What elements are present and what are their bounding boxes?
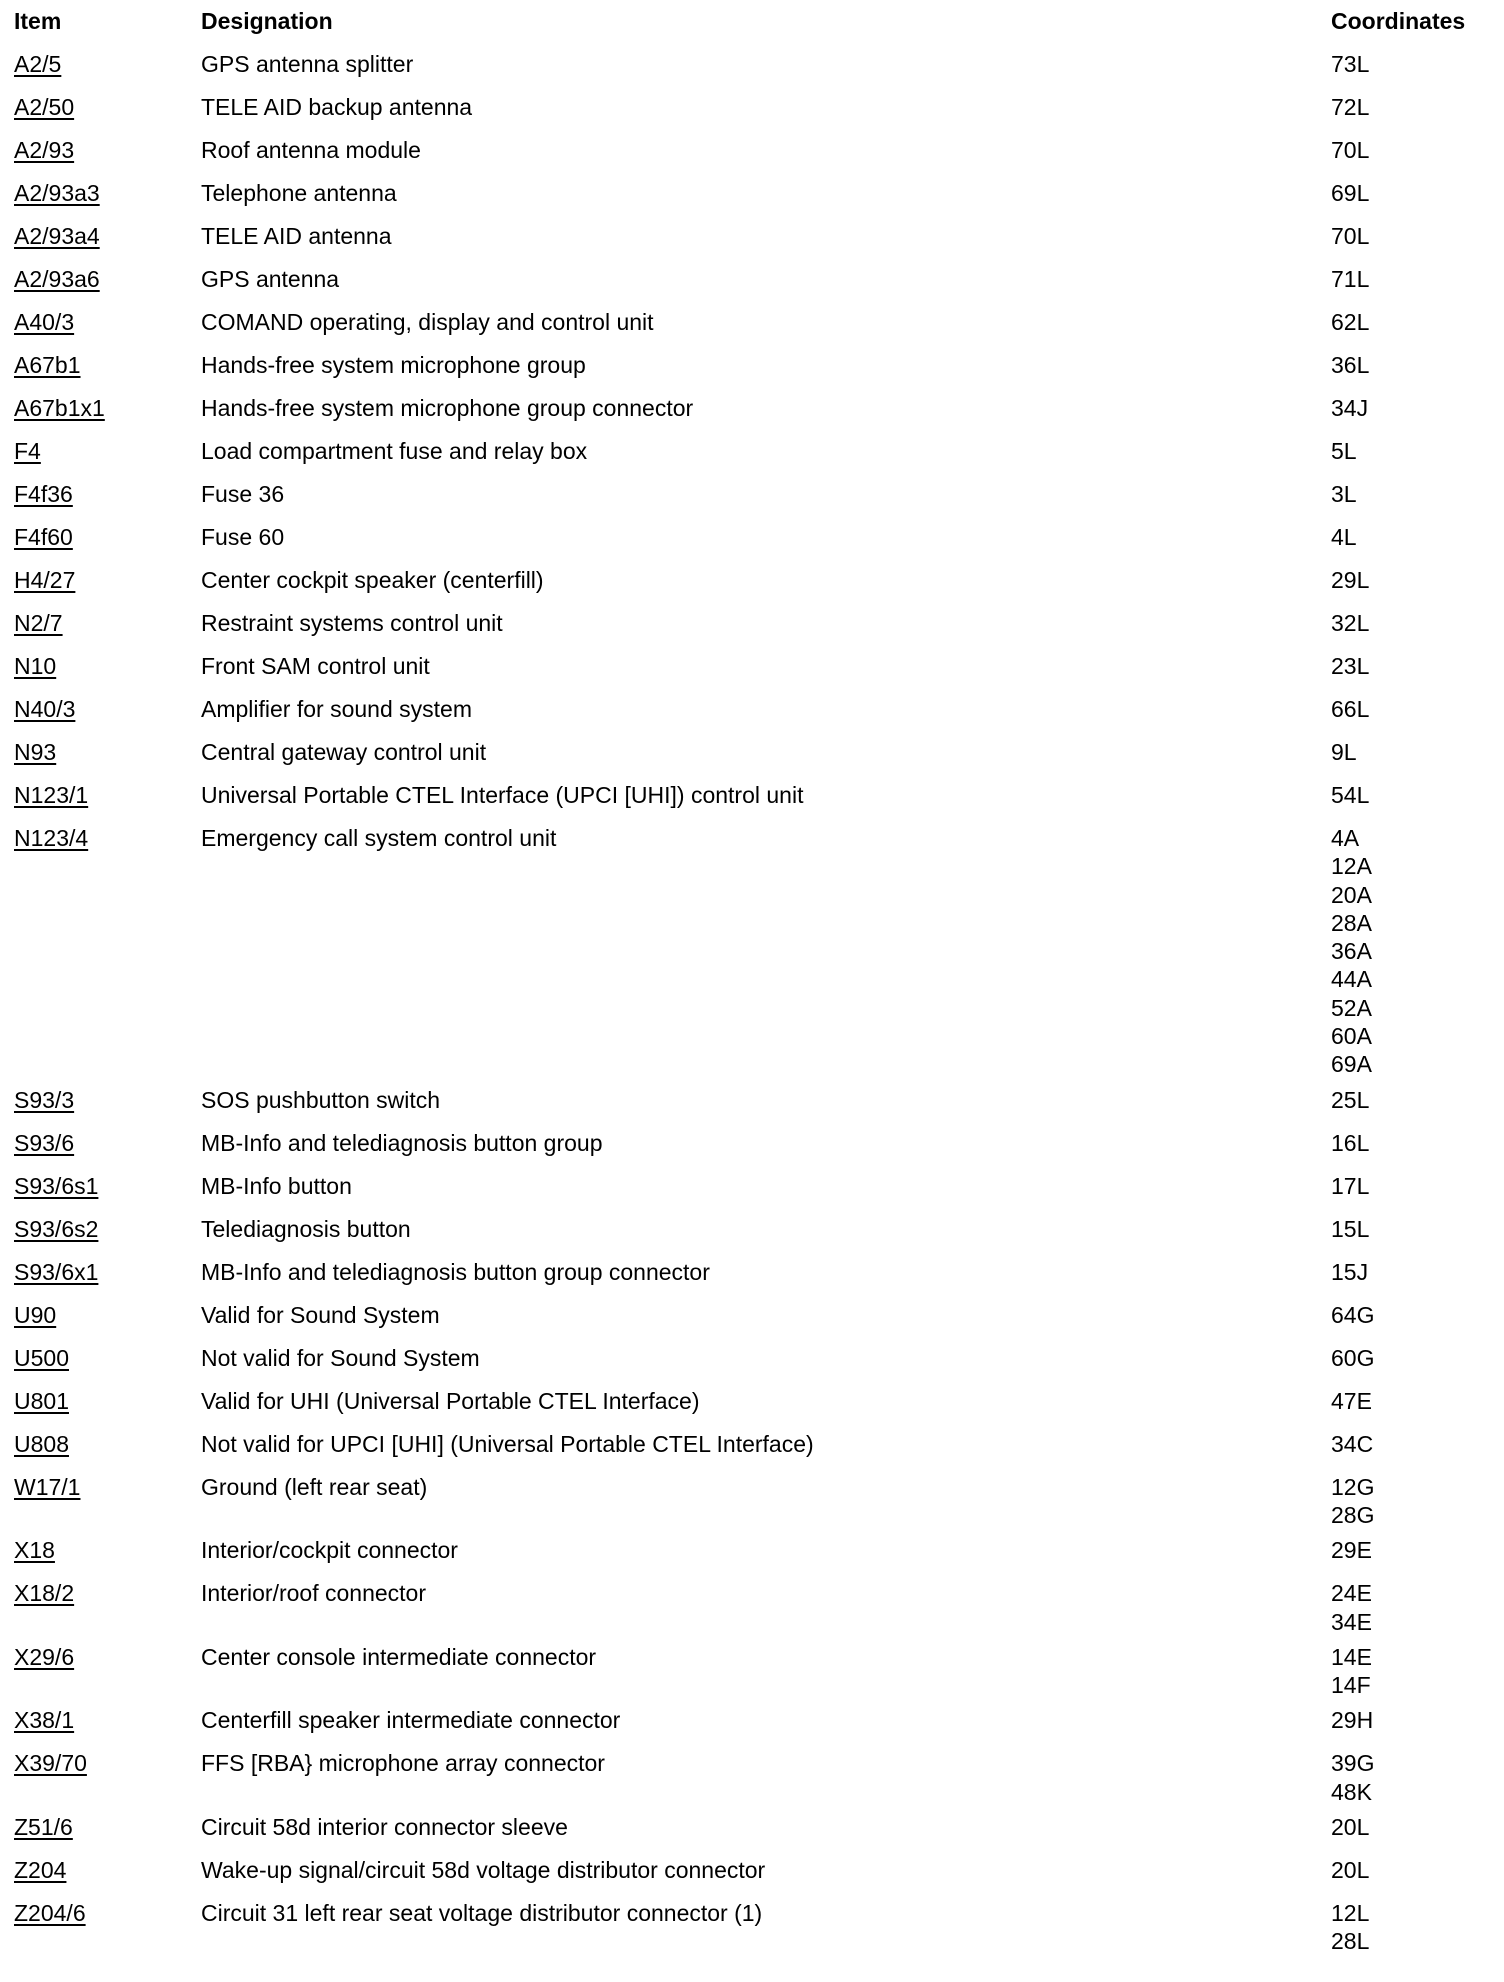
item-cell bbox=[14, 688, 201, 731]
coordinate-value: 28A bbox=[1331, 909, 1372, 936]
coordinate-value: 62L bbox=[1331, 309, 1370, 335]
table-row bbox=[14, 387, 1494, 430]
item-link[interactable]: F4 bbox=[14, 438, 41, 464]
item-cell bbox=[14, 1742, 201, 1806]
coordinates-cell bbox=[1331, 1208, 1494, 1251]
table-row bbox=[14, 516, 1494, 559]
table-row bbox=[14, 86, 1494, 129]
coordinates-cell bbox=[1331, 516, 1494, 559]
table-row bbox=[14, 1742, 1494, 1806]
designation-cell: Center cockpit speaker (centerfill) bbox=[201, 567, 544, 593]
item-cell bbox=[14, 1251, 201, 1294]
coordinates-cell bbox=[1331, 645, 1494, 688]
item-cell bbox=[14, 1572, 201, 1636]
table-body bbox=[14, 43, 1494, 1956]
item-link[interactable]: X18/2 bbox=[14, 1580, 75, 1607]
coordinates-cell bbox=[1331, 1165, 1494, 1208]
item-link[interactable]: N40/3 bbox=[14, 696, 76, 722]
table-row bbox=[14, 1806, 1494, 1849]
item-link[interactable]: F4f36 bbox=[14, 481, 73, 507]
table-row bbox=[14, 344, 1494, 387]
item-link[interactable]: H4/27 bbox=[14, 567, 76, 593]
coordinates-cell bbox=[1331, 1572, 1494, 1636]
table-row bbox=[14, 1892, 1494, 1956]
item-link[interactable]: A2/93a4 bbox=[14, 223, 100, 249]
coordinates-cell bbox=[1331, 1122, 1494, 1165]
coordinate-value: 4L bbox=[1331, 524, 1357, 550]
table-row bbox=[14, 1165, 1494, 1208]
coordinate-value: 64G bbox=[1331, 1301, 1375, 1328]
item-cell bbox=[14, 473, 201, 516]
item-cell bbox=[14, 1529, 201, 1572]
coordinate-value: 25L bbox=[1331, 1086, 1370, 1113]
coordinate-value: 69L bbox=[1331, 180, 1370, 206]
designation-cell: Not valid for UPCI [UHI] (Universal Portable CTEL Interface) bbox=[201, 1430, 814, 1457]
table-row bbox=[14, 1208, 1494, 1251]
coordinate-value: 36A bbox=[1331, 938, 1372, 965]
designation-cell: Load compartment fuse and relay box bbox=[201, 438, 588, 464]
designation-cell: Hands-free system microphone group connector bbox=[201, 395, 694, 421]
item-cell bbox=[14, 215, 201, 258]
table-row bbox=[14, 172, 1494, 215]
table-row bbox=[14, 473, 1494, 516]
item-cell bbox=[14, 301, 201, 344]
table-row bbox=[14, 1294, 1494, 1337]
coordinate-value: 48K bbox=[1331, 1778, 1372, 1805]
coordinate-value: 29L bbox=[1331, 567, 1370, 593]
coordinates-cell bbox=[1331, 344, 1494, 387]
table-row bbox=[14, 817, 1494, 1079]
item-link[interactable]: N2/7 bbox=[14, 610, 63, 636]
table-row bbox=[14, 602, 1494, 645]
designation-cell: Emergency call system control unit bbox=[201, 825, 557, 851]
item-cell bbox=[14, 258, 201, 301]
table-row bbox=[14, 1122, 1494, 1165]
designation-cell: Roof antenna module bbox=[201, 137, 421, 163]
coordinate-value: 70L bbox=[1331, 137, 1370, 163]
designation-cell: Wake-up signal/circuit 58d voltage distributor connector bbox=[201, 1857, 766, 1884]
table-row bbox=[14, 1337, 1494, 1380]
table-row bbox=[14, 1849, 1494, 1892]
coordinate-value: 12L bbox=[1331, 1900, 1370, 1927]
item-link[interactable]: S93/6s1 bbox=[14, 1172, 99, 1199]
coordinate-value: 29E bbox=[1331, 1537, 1372, 1564]
item-link[interactable]: X29/6 bbox=[14, 1643, 75, 1670]
item-link[interactable]: W17/1 bbox=[14, 1473, 81, 1500]
designation-cell: Hands-free system microphone group bbox=[201, 352, 586, 378]
coordinate-value: 24E bbox=[1331, 1580, 1372, 1607]
item-cell bbox=[14, 1165, 201, 1208]
item-link[interactable]: X38/1 bbox=[14, 1707, 75, 1734]
coordinates-cell bbox=[1331, 1337, 1494, 1380]
item-cell bbox=[14, 645, 201, 688]
component-legend-table bbox=[14, 0, 1494, 1956]
item-cell bbox=[14, 1699, 201, 1742]
item-cell bbox=[14, 1294, 201, 1337]
coordinate-value: 34E bbox=[1331, 1608, 1372, 1635]
item-cell bbox=[14, 86, 201, 129]
item-link[interactable]: A2/93a3 bbox=[14, 180, 100, 206]
coordinates-cell bbox=[1331, 1423, 1494, 1466]
item-cell bbox=[14, 430, 201, 473]
item-link[interactable]: U801 bbox=[14, 1387, 69, 1414]
item-cell bbox=[14, 731, 201, 774]
coordinate-value: 9L bbox=[1331, 739, 1357, 765]
designation-cell: MB-Info and telediagnosis button group bbox=[201, 1129, 603, 1156]
item-cell bbox=[14, 774, 201, 817]
item-link[interactable]: U500 bbox=[14, 1344, 69, 1371]
coordinates-cell bbox=[1331, 1251, 1494, 1294]
coordinates-cell bbox=[1331, 43, 1494, 86]
coordinate-value: 70L bbox=[1331, 223, 1370, 249]
coordinate-value: 14F bbox=[1331, 1672, 1371, 1699]
designation-cell: Front SAM control unit bbox=[201, 653, 430, 679]
table-row bbox=[14, 645, 1494, 688]
coordinates-cell bbox=[1331, 1380, 1494, 1423]
designation-cell: Not valid for Sound System bbox=[201, 1344, 480, 1371]
table-row bbox=[14, 1079, 1494, 1122]
coordinate-value: 66L bbox=[1331, 696, 1370, 722]
coordinates-cell bbox=[1331, 1636, 1494, 1700]
table-row bbox=[14, 1466, 1494, 1530]
coordinates-cell bbox=[1331, 215, 1494, 258]
item-cell bbox=[14, 129, 201, 172]
coordinate-value: 23L bbox=[1331, 653, 1370, 679]
coordinate-value: 36L bbox=[1331, 352, 1370, 378]
coordinates-cell bbox=[1331, 1079, 1494, 1122]
item-link[interactable]: Z204 bbox=[14, 1857, 67, 1884]
coordinates-cell bbox=[1331, 1892, 1494, 1956]
item-cell bbox=[14, 559, 201, 602]
header-coordinates: Coordinates bbox=[1331, 8, 1466, 34]
item-link[interactable]: N93 bbox=[14, 739, 57, 765]
table-row bbox=[14, 430, 1494, 473]
coordinate-value: 5L bbox=[1331, 438, 1357, 464]
coordinate-value: 44A bbox=[1331, 966, 1372, 993]
coordinates-cell bbox=[1331, 1742, 1494, 1806]
item-link[interactable]: A2/93a6 bbox=[14, 266, 100, 292]
designation-cell: MB-Info button bbox=[201, 1172, 352, 1199]
coordinates-cell bbox=[1331, 1699, 1494, 1742]
table-row bbox=[14, 731, 1494, 774]
item-link[interactable]: U808 bbox=[14, 1430, 69, 1457]
table-row bbox=[14, 215, 1494, 258]
coordinates-cell bbox=[1331, 430, 1494, 473]
item-cell bbox=[14, 1849, 201, 1892]
item-cell bbox=[14, 1079, 201, 1122]
coordinates-cell bbox=[1331, 172, 1494, 215]
designation-cell: SOS pushbutton switch bbox=[201, 1086, 441, 1113]
coordinates-cell bbox=[1331, 1849, 1494, 1892]
coordinate-value: 28L bbox=[1331, 1928, 1370, 1955]
coordinates-cell bbox=[1331, 129, 1494, 172]
table-row bbox=[14, 688, 1494, 731]
coordinate-value: 34C bbox=[1331, 1430, 1374, 1457]
coordinate-value: 52A bbox=[1331, 994, 1372, 1021]
designation-cell: Ground (left rear seat) bbox=[201, 1473, 428, 1500]
header-item: Item bbox=[14, 8, 62, 34]
table-row bbox=[14, 1699, 1494, 1742]
item-link[interactable]: A2/5 bbox=[14, 51, 62, 77]
coordinate-value: 28G bbox=[1331, 1501, 1375, 1528]
coordinate-value: 71L bbox=[1331, 266, 1370, 292]
item-cell bbox=[14, 516, 201, 559]
coordinate-value: 20L bbox=[1331, 1857, 1370, 1884]
coordinate-value: 15L bbox=[1331, 1215, 1370, 1242]
coordinate-value: 17L bbox=[1331, 1172, 1370, 1199]
designation-cell: Fuse 36 bbox=[201, 481, 285, 507]
table-row bbox=[14, 258, 1494, 301]
item-link[interactable]: A2/93 bbox=[14, 137, 75, 163]
designation-cell: FFS [RBA} microphone array connector bbox=[201, 1750, 605, 1777]
designation-cell: Center console intermediate connector bbox=[201, 1643, 597, 1670]
designation-cell: Interior/cockpit connector bbox=[201, 1537, 458, 1564]
coordinate-value: 14E bbox=[1331, 1643, 1372, 1670]
item-link[interactable]: N123/4 bbox=[14, 825, 89, 851]
designation-cell: Telephone antenna bbox=[201, 180, 397, 206]
coordinate-value: 20L bbox=[1331, 1814, 1370, 1841]
coordinate-value: 60G bbox=[1331, 1344, 1375, 1371]
coordinate-value: 4A bbox=[1331, 825, 1360, 851]
coordinate-value: 32L bbox=[1331, 610, 1370, 636]
table-row bbox=[14, 1251, 1494, 1294]
designation-cell: GPS antenna splitter bbox=[201, 51, 414, 77]
coordinates-cell bbox=[1331, 1294, 1494, 1337]
designation-cell: MB-Info and telediagnosis button group connector bbox=[201, 1258, 710, 1285]
item-link[interactable]: X39/70 bbox=[14, 1750, 87, 1777]
designation-cell: TELE AID antenna bbox=[201, 223, 392, 249]
item-cell bbox=[14, 1122, 201, 1165]
coordinate-value: 72L bbox=[1331, 94, 1370, 120]
designation-cell: Centerfill speaker intermediate connector bbox=[201, 1707, 621, 1734]
item-link[interactable]: S93/6x1 bbox=[14, 1258, 99, 1285]
item-cell bbox=[14, 43, 201, 86]
designation-cell: Valid for UHI (Universal Portable CTEL Interface) bbox=[201, 1387, 700, 1414]
coordinates-cell bbox=[1331, 387, 1494, 430]
table-row bbox=[14, 774, 1494, 817]
item-cell bbox=[14, 1892, 201, 1956]
coordinate-value: 69A bbox=[1331, 1051, 1372, 1078]
designation-cell: Telediagnosis button bbox=[201, 1215, 411, 1242]
item-link[interactable]: S93/6 bbox=[14, 1129, 75, 1156]
coordinate-value: 39G bbox=[1331, 1750, 1375, 1777]
coordinates-cell bbox=[1331, 688, 1494, 731]
designation-cell: Restraint systems control unit bbox=[201, 610, 503, 636]
designation-cell: Amplifier for sound system bbox=[201, 696, 472, 722]
coordinates-cell bbox=[1331, 258, 1494, 301]
coordinates-cell bbox=[1331, 817, 1494, 1079]
item-link[interactable]: S93/3 bbox=[14, 1086, 75, 1113]
coordinate-value: 3L bbox=[1331, 481, 1357, 507]
item-link[interactable]: Z51/6 bbox=[14, 1814, 73, 1841]
item-link[interactable]: S93/6s2 bbox=[14, 1215, 99, 1242]
designation-cell: COMAND operating, display and control unit bbox=[201, 309, 654, 335]
designation-cell: Central gateway control unit bbox=[201, 739, 487, 765]
table-row bbox=[14, 43, 1494, 86]
table-row bbox=[14, 559, 1494, 602]
designation-cell: Circuit 58d interior connector sleeve bbox=[201, 1814, 568, 1841]
item-link[interactable]: A2/50 bbox=[14, 94, 75, 120]
table-header-row bbox=[14, 0, 1494, 43]
item-cell bbox=[14, 1380, 201, 1423]
table-row bbox=[14, 1380, 1494, 1423]
item-cell bbox=[14, 817, 201, 1079]
coordinate-value: 60A bbox=[1331, 1023, 1372, 1050]
coordinates-cell bbox=[1331, 301, 1494, 344]
item-cell bbox=[14, 1208, 201, 1251]
item-link[interactable]: U90 bbox=[14, 1301, 57, 1328]
coordinates-cell bbox=[1331, 1466, 1494, 1530]
item-link[interactable]: X18 bbox=[14, 1537, 55, 1564]
designation-cell: Circuit 31 left rear seat voltage distributor connector (1) bbox=[201, 1900, 763, 1927]
header-designation: Designation bbox=[201, 8, 333, 34]
item-cell bbox=[14, 1806, 201, 1849]
coordinate-value: 12A bbox=[1331, 853, 1372, 880]
item-cell bbox=[14, 1337, 201, 1380]
designation-cell: Fuse 60 bbox=[201, 524, 285, 550]
coordinates-cell bbox=[1331, 602, 1494, 645]
designation-cell: TELE AID backup antenna bbox=[201, 94, 473, 120]
coordinate-value: 54L bbox=[1331, 782, 1370, 808]
coordinates-cell bbox=[1331, 473, 1494, 516]
table-row bbox=[14, 1423, 1494, 1466]
coordinates-cell bbox=[1331, 731, 1494, 774]
item-cell bbox=[14, 344, 201, 387]
coordinate-value: 47E bbox=[1331, 1387, 1372, 1414]
item-link[interactable]: A40/3 bbox=[14, 309, 75, 335]
coordinates-cell bbox=[1331, 1529, 1494, 1572]
item-link[interactable]: N10 bbox=[14, 653, 57, 679]
coordinate-value: 29H bbox=[1331, 1707, 1374, 1734]
designation-cell: Interior/roof connector bbox=[201, 1580, 427, 1607]
coordinates-cell bbox=[1331, 1806, 1494, 1849]
coordinates-cell bbox=[1331, 774, 1494, 817]
item-link[interactable]: A67b1x1 bbox=[14, 395, 105, 421]
table-row bbox=[14, 301, 1494, 344]
item-cell bbox=[14, 602, 201, 645]
designation-cell: Valid for Sound System bbox=[201, 1301, 440, 1328]
coordinates-cell bbox=[1331, 559, 1494, 602]
coordinate-value: 16L bbox=[1331, 1129, 1370, 1156]
item-link[interactable]: F4f60 bbox=[14, 524, 73, 550]
designation-cell: Universal Portable CTEL Interface (UPCI [UHI]) control unit bbox=[201, 782, 804, 808]
coordinate-value: 15J bbox=[1331, 1258, 1369, 1285]
coordinates-cell bbox=[1331, 86, 1494, 129]
item-cell bbox=[14, 387, 201, 430]
table-row bbox=[14, 1572, 1494, 1636]
item-cell bbox=[14, 1466, 201, 1530]
coordinate-value: 73L bbox=[1331, 51, 1370, 77]
designation-cell: GPS antenna bbox=[201, 266, 340, 292]
item-cell bbox=[14, 172, 201, 215]
table-row bbox=[14, 129, 1494, 172]
table-row bbox=[14, 1529, 1494, 1572]
coordinate-value: 34J bbox=[1331, 395, 1369, 421]
coordinate-value: 12G bbox=[1331, 1473, 1375, 1500]
item-link[interactable]: A67b1 bbox=[14, 352, 81, 378]
item-cell bbox=[14, 1423, 201, 1466]
table-row bbox=[14, 1636, 1494, 1700]
item-link[interactable]: Z204/6 bbox=[14, 1900, 86, 1927]
item-link[interactable]: N123/1 bbox=[14, 782, 89, 808]
item-cell bbox=[14, 1636, 201, 1700]
coordinate-value: 20A bbox=[1331, 881, 1372, 908]
